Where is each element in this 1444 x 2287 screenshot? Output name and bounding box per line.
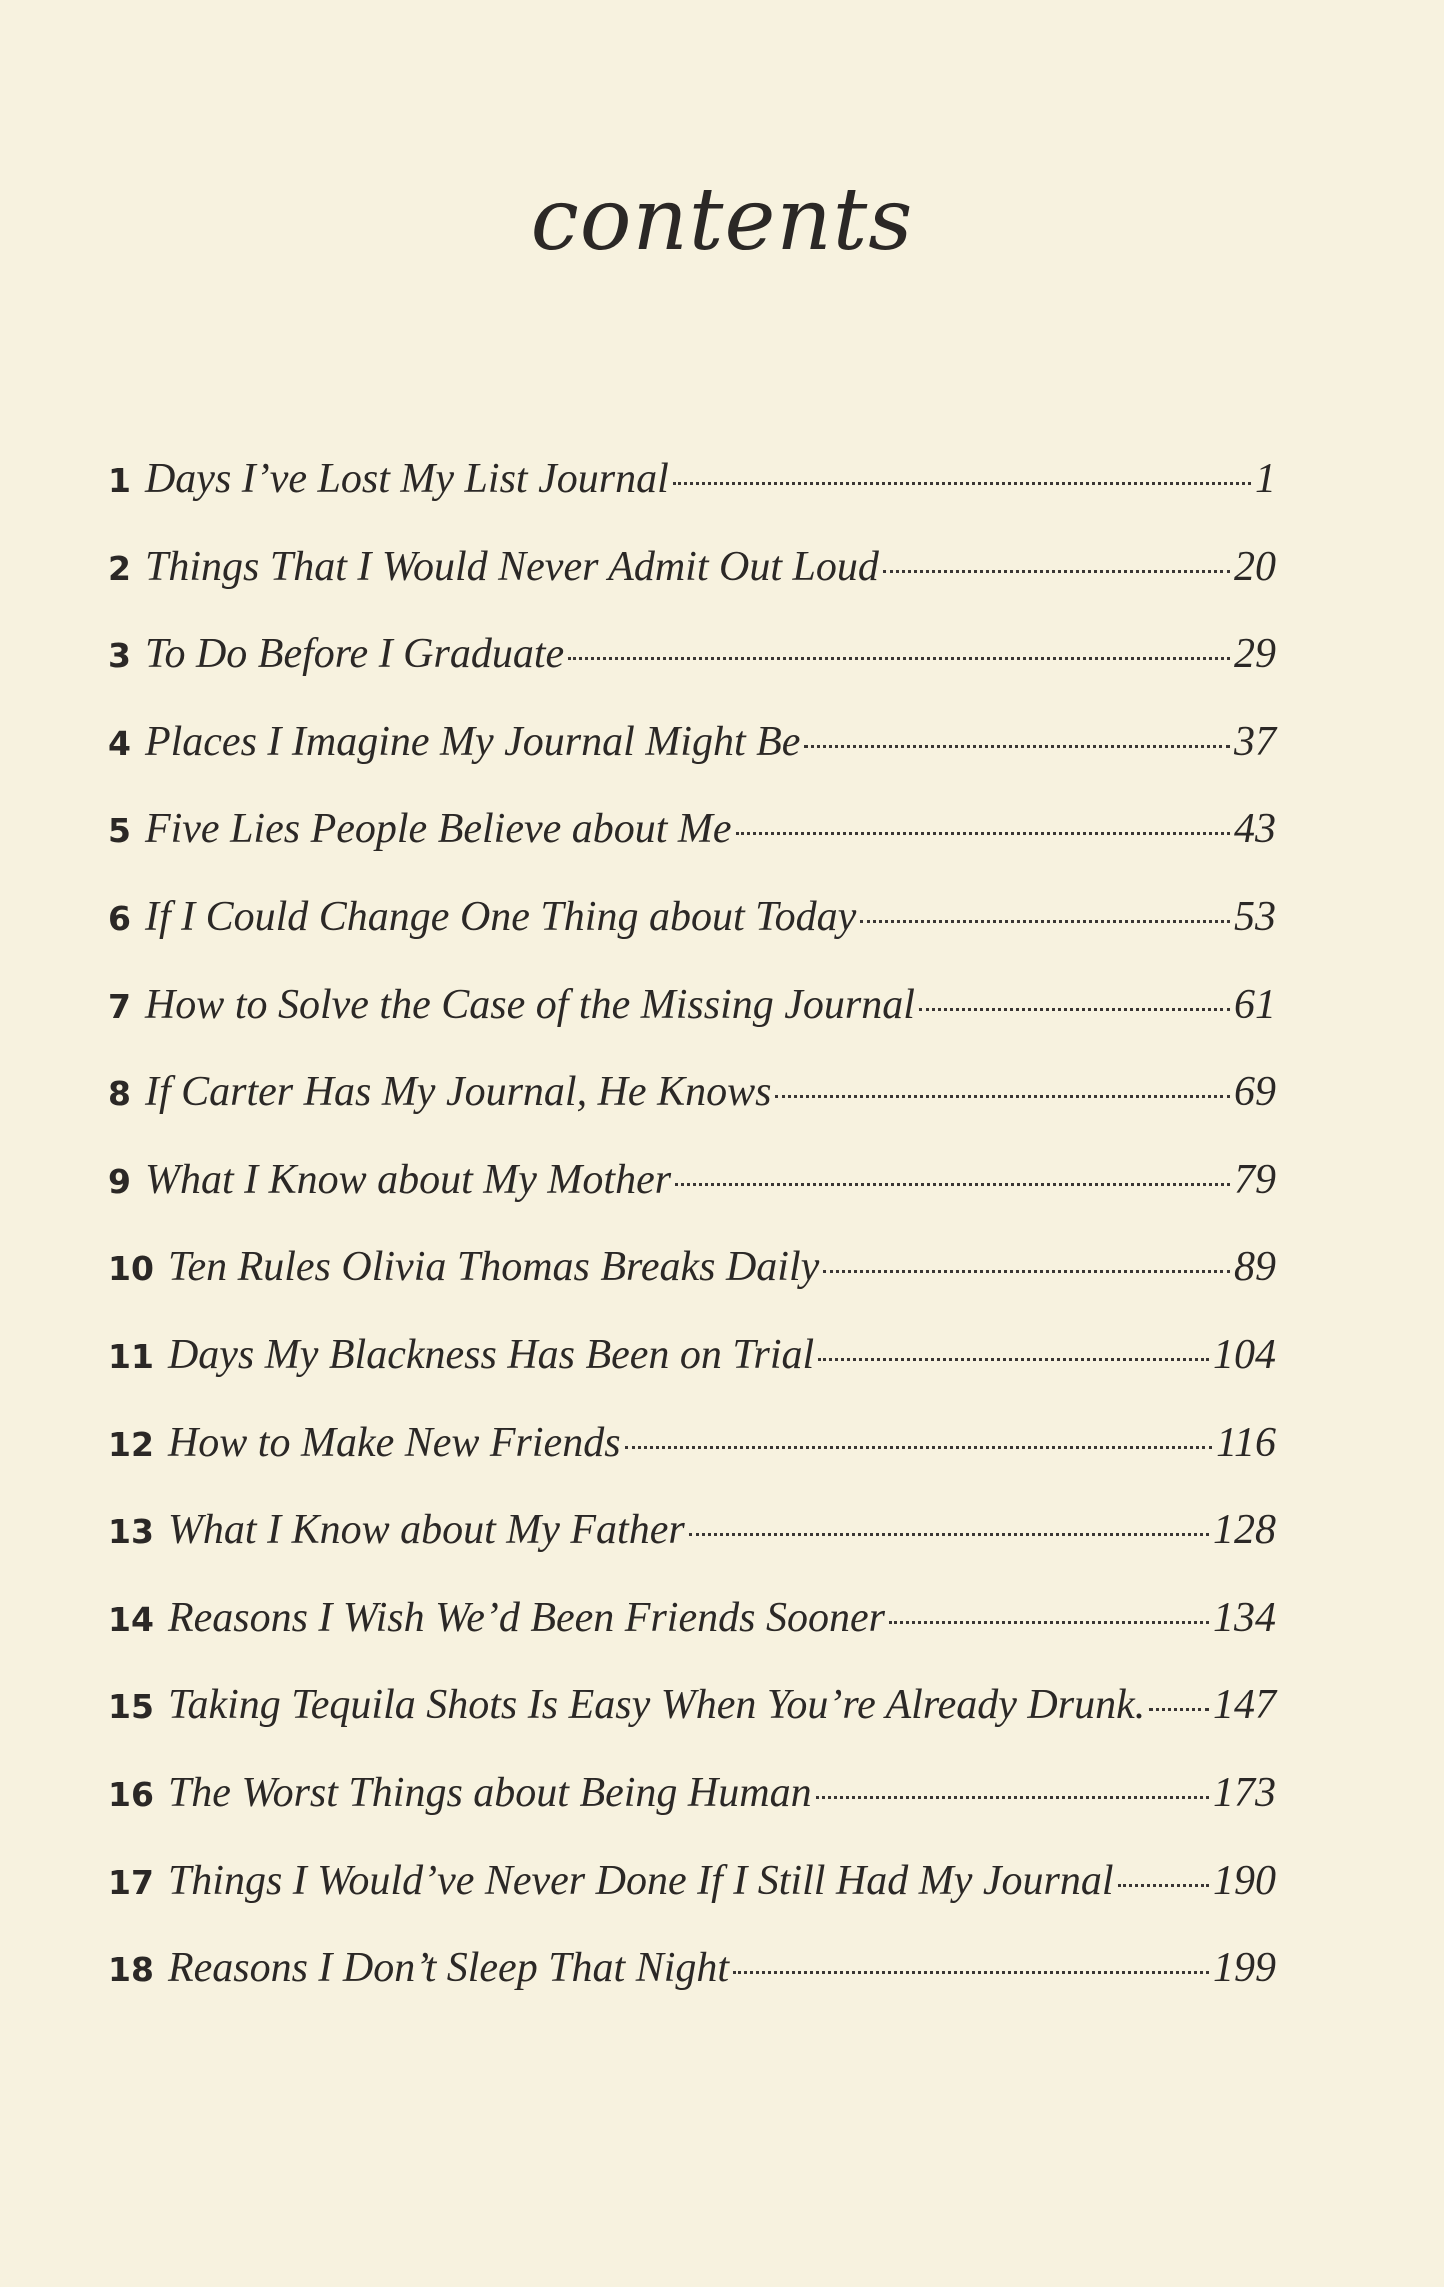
chapter-title: Ten Rules Olivia Thomas Breaks Daily bbox=[167, 1244, 820, 1291]
dot-leader bbox=[818, 1358, 1209, 1361]
chapter-number: 9 bbox=[108, 1161, 131, 1201]
chapter-number: 10 bbox=[108, 1249, 154, 1289]
toc-entry bbox=[108, 1681, 1276, 1769]
chapter-title: What I Know about My Father bbox=[167, 1507, 685, 1554]
page-number: 29 bbox=[1234, 631, 1276, 678]
dot-leader bbox=[883, 570, 1230, 573]
chapter-title: Five Lies People Believe about Me bbox=[144, 806, 732, 853]
dot-leader bbox=[889, 1621, 1209, 1624]
page-number: 69 bbox=[1234, 1069, 1276, 1116]
dot-leader bbox=[733, 1971, 1209, 1974]
chapter-number: 4 bbox=[108, 723, 131, 763]
dot-leader bbox=[568, 657, 1230, 660]
toc-entry bbox=[108, 1243, 1276, 1331]
chapter-number: 8 bbox=[108, 1074, 131, 1114]
dot-leader bbox=[625, 1446, 1213, 1449]
chapter-title: Days I’ve Lost My List Journal bbox=[144, 456, 669, 502]
toc-entry bbox=[108, 1857, 1276, 1945]
toc-entry bbox=[108, 1594, 1276, 1682]
page-number: 190 bbox=[1213, 1857, 1276, 1904]
dot-leader bbox=[860, 920, 1230, 923]
page-number: 104 bbox=[1213, 1331, 1276, 1378]
dot-leader bbox=[775, 1095, 1230, 1098]
toc-entry bbox=[108, 543, 1276, 631]
page-number: 53 bbox=[1234, 893, 1276, 940]
chapter-title: Taking Tequila Shots Is Easy When You’re Already Drunk. bbox=[167, 1682, 1146, 1729]
page-number: 43 bbox=[1234, 806, 1276, 853]
chapter-number: 6 bbox=[108, 898, 131, 938]
chapter-number: 17 bbox=[108, 1862, 154, 1902]
chapter-number: 7 bbox=[108, 986, 131, 1026]
page-number: 199 bbox=[1213, 1945, 1276, 1992]
page-number: 89 bbox=[1234, 1244, 1276, 1291]
dot-leader bbox=[673, 482, 1251, 485]
dot-leader bbox=[804, 745, 1230, 748]
chapter-title: How to Solve the Case of the Missing Journal bbox=[144, 981, 915, 1028]
chapter-number: 15 bbox=[108, 1687, 154, 1727]
chapter-title: Places I Imagine My Journal Might Be bbox=[144, 718, 801, 765]
page-number: 1 bbox=[1255, 456, 1276, 502]
table-of-contents bbox=[108, 455, 1276, 2032]
toc-entry bbox=[108, 630, 1276, 718]
dot-leader bbox=[919, 1008, 1230, 1011]
toc-entry bbox=[108, 981, 1276, 1069]
chapter-number: 1 bbox=[108, 461, 131, 500]
dot-leader bbox=[816, 1796, 1209, 1799]
page-number: 61 bbox=[1234, 981, 1276, 1028]
chapter-number: 16 bbox=[108, 1774, 154, 1814]
chapter-title: Days My Blackness Has Been on Trial bbox=[167, 1331, 815, 1378]
chapter-number: 2 bbox=[108, 548, 131, 588]
toc-entry bbox=[108, 455, 1276, 543]
chapter-number: 18 bbox=[108, 1950, 154, 1990]
toc-entry bbox=[108, 718, 1276, 806]
page-number: 128 bbox=[1213, 1507, 1276, 1554]
page-number: 147 bbox=[1213, 1682, 1276, 1729]
toc-entry bbox=[108, 1068, 1276, 1156]
toc-entry bbox=[108, 1506, 1276, 1594]
chapter-title: The Worst Things about Being Human bbox=[167, 1769, 812, 1816]
page-number: 37 bbox=[1234, 718, 1276, 765]
chapter-title: Things That I Would Never Admit Out Loud bbox=[144, 543, 879, 590]
contents-heading: contents bbox=[530, 170, 914, 270]
page-number: 79 bbox=[1234, 1156, 1276, 1203]
chapter-number: 13 bbox=[108, 1512, 154, 1552]
page-number: 20 bbox=[1234, 543, 1276, 590]
chapter-title: To Do Before I Graduate bbox=[144, 631, 565, 678]
chapter-title: Things I Would’ve Never Done If I Still Had My Journal bbox=[167, 1857, 1114, 1904]
toc-entry bbox=[108, 1944, 1276, 2032]
chapter-title: How to Make New Friends bbox=[167, 1419, 621, 1466]
dot-leader bbox=[1149, 1708, 1209, 1711]
chapter-number: 14 bbox=[108, 1599, 154, 1639]
dot-leader bbox=[1118, 1884, 1209, 1887]
chapter-title: Reasons I Wish We’d Been Friends Sooner bbox=[167, 1594, 885, 1641]
chapter-title: Reasons I Don’t Sleep That Night bbox=[167, 1945, 730, 1992]
dot-leader bbox=[675, 1183, 1230, 1186]
page-number: 116 bbox=[1216, 1419, 1276, 1466]
page-number: 173 bbox=[1213, 1769, 1276, 1816]
chapter-title: If I Could Change One Thing about Today bbox=[144, 893, 857, 940]
dot-leader bbox=[689, 1533, 1209, 1536]
toc-entry bbox=[108, 893, 1276, 981]
toc-entry bbox=[108, 1156, 1276, 1244]
chapter-number: 12 bbox=[108, 1424, 154, 1464]
toc-entry bbox=[108, 1419, 1276, 1507]
dot-leader bbox=[823, 1270, 1230, 1273]
toc-entry bbox=[108, 1331, 1276, 1419]
page-number: 134 bbox=[1213, 1594, 1276, 1641]
dot-leader bbox=[736, 832, 1230, 835]
chapter-title: If Carter Has My Journal, He Knows bbox=[144, 1069, 772, 1116]
toc-entry bbox=[108, 805, 1276, 893]
chapter-number: 11 bbox=[108, 1336, 154, 1376]
chapter-number: 5 bbox=[108, 811, 131, 851]
toc-entry bbox=[108, 1769, 1276, 1857]
chapter-title: What I Know about My Mother bbox=[144, 1156, 672, 1203]
chapter-number: 3 bbox=[108, 636, 131, 676]
